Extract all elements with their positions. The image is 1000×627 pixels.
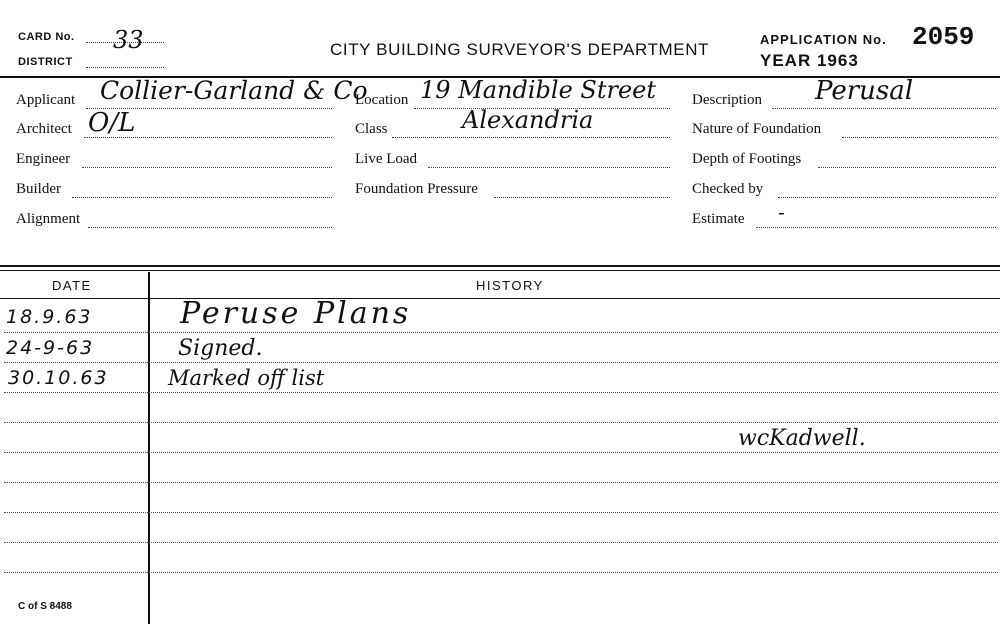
depth-of-footings-line <box>818 167 996 168</box>
table-row-line <box>4 512 998 513</box>
applicant-value: Collier-Garland & Co <box>100 76 368 105</box>
live-load-line <box>428 167 670 168</box>
table-row-line <box>4 362 998 363</box>
application-label: APPLICATION No. <box>760 32 887 47</box>
department-title: CITY BUILDING SURVEYOR'S DEPARTMENT <box>330 40 710 59</box>
estimate-label: Estimate <box>692 211 745 227</box>
year-label: YEAR 1963 <box>760 51 859 70</box>
history-date: 18.9.63 <box>6 306 93 328</box>
nature-of-foundation-line <box>842 137 996 138</box>
depth-of-footings-label: Depth of Footings <box>692 151 802 167</box>
checked-by-line <box>778 197 996 198</box>
table-row-line <box>4 332 998 333</box>
table-row-line <box>4 572 998 573</box>
description-line <box>772 108 996 109</box>
table-top-rule-inner <box>0 270 1000 271</box>
signature: wcKadwell. <box>738 426 866 451</box>
date-header: DATE <box>52 278 92 293</box>
live-load-label: Live Load <box>355 151 418 167</box>
description-label: Description <box>692 92 762 108</box>
application-number: 2059 <box>912 22 975 52</box>
history-header: HISTORY <box>476 278 544 293</box>
location-label: Location <box>355 92 409 108</box>
foundation-pressure-label: Foundation Pressure <box>355 181 478 197</box>
alignment-label: Alignment <box>16 211 81 227</box>
engineer-line <box>82 167 332 168</box>
district-label: DISTRICT <box>18 56 73 68</box>
class-line <box>392 137 670 138</box>
alignment-line <box>88 227 332 228</box>
history-entry: Signed. <box>178 336 263 361</box>
table-row-line <box>4 422 998 423</box>
builder-line <box>72 197 332 198</box>
table-row-line <box>4 392 998 393</box>
district-line <box>86 67 164 68</box>
history-entry: Marked off list <box>168 366 325 390</box>
table-header-rule <box>0 298 1000 299</box>
table-row-line <box>4 482 998 483</box>
card-no-value: 33 <box>113 26 144 54</box>
architect-value: O/L <box>88 108 136 138</box>
description-value: Perusal <box>815 76 914 106</box>
checked-by-label: Checked by <box>692 181 764 197</box>
history-entry: Peruse Plans <box>180 296 412 331</box>
location-value: 19 Mandible Street <box>420 76 657 104</box>
engineer-label: Engineer <box>16 151 71 167</box>
table-row-line <box>4 542 998 543</box>
foundation-pressure-line <box>494 197 670 198</box>
history-date: 24-9-63 <box>6 337 95 359</box>
table-top-rule <box>0 265 1000 267</box>
estimate-line <box>756 227 996 228</box>
class-value: Alexandria <box>462 106 594 134</box>
form-code: C of S 8488 <box>18 601 72 612</box>
history-date: 30.10.63 <box>8 367 109 389</box>
nature-of-foundation-label: Nature of Foundation <box>692 121 822 137</box>
card-no-label: CARD No. <box>18 31 75 43</box>
builder-label: Builder <box>16 181 61 197</box>
table-row-line <box>4 452 998 453</box>
class-label: Class <box>355 121 388 137</box>
architect-label: Architect <box>16 121 72 137</box>
estimate-value: - <box>778 200 785 224</box>
applicant-label: Applicant <box>16 92 76 108</box>
